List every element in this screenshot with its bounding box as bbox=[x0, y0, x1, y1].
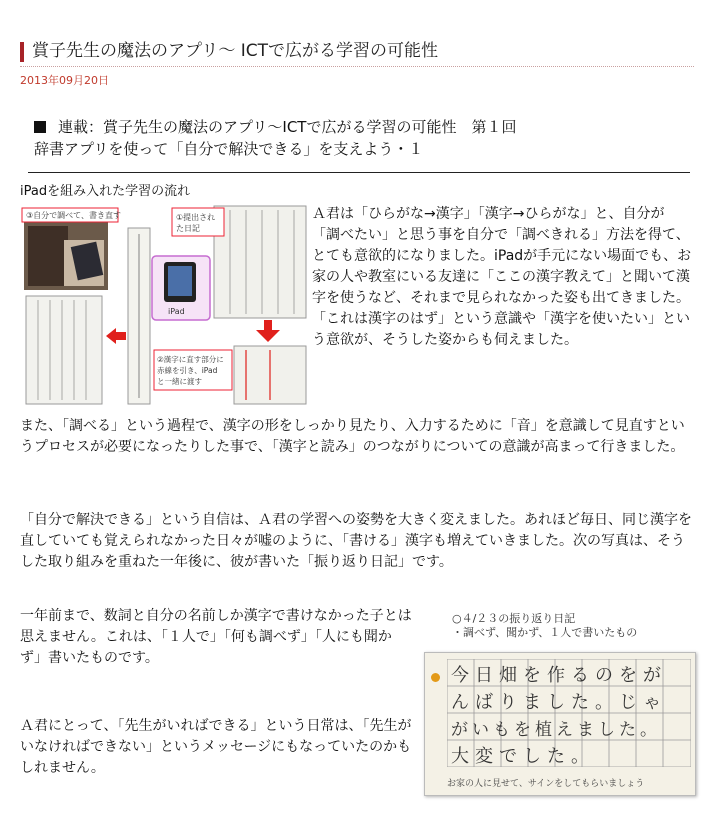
series-heading-line2: 辞書アプリを使って「自分で解決できる」を支えよう・１ bbox=[34, 140, 424, 158]
svg-text:iPad: iPad bbox=[168, 307, 185, 316]
diary-line-1: 今日畑を作るのをが bbox=[451, 665, 667, 686]
reflection-diary-photo bbox=[422, 612, 698, 798]
figure-caption: iPadを組み入れた学習の流れ bbox=[20, 184, 191, 199]
diary-line-4: 大変でした。 bbox=[451, 746, 595, 767]
post-date: 2013年09月20日 bbox=[20, 74, 109, 87]
binder-ring-icon bbox=[431, 673, 440, 682]
arrow-left-icon bbox=[106, 328, 126, 344]
paragraph-1: Ａ君は「ひらがな→漢字」「漢字→ひらがな」と、自分が「調べたい」と思う事を自分で「調べきれる」方法を得て、とても意欲的になりました。iPadが手元にない場面でも、お家の人や教室にいる友達に「ここの漢字教えて」と聞いて漢字を使うなど、それまで見られなかった姿も出てきました。「これは漢字のはず」という意識や「漢字を使いたい」という意欲が、そうした姿からも伺えました。 bbox=[312, 206, 692, 348]
lookup-label: ③自分で調べて、書き直す bbox=[26, 211, 122, 220]
title-accent-bar bbox=[20, 42, 24, 62]
diary-label: ①提出された日記 bbox=[176, 213, 216, 233]
diary-line-3: がいもを植えました。 bbox=[451, 720, 661, 740]
post-title-bar bbox=[20, 40, 694, 67]
paragraph-4: 一年前まで、数詞と自分の名前しか漢字で書けなかった子とは思えません。これは、「１人で」「何も調べず」「人にも聞かず」書いたものです。 bbox=[20, 608, 412, 666]
diary-sheet-note: お家の人に見せて、サインをしてもらいましょう bbox=[447, 779, 645, 789]
rewritten-notebook bbox=[26, 296, 102, 404]
mark-label: ②漢字に直す部分に赤線を引き、iPad と一緒に渡す bbox=[157, 355, 224, 386]
post-title[interactable]: 賞子先生の魔法のアプリ〜 ICTで広がる学習の可能性 bbox=[32, 41, 438, 61]
series-heading bbox=[34, 116, 516, 160]
submitted-diary bbox=[214, 206, 306, 318]
square-bullet-icon bbox=[34, 121, 46, 133]
learning-flow-illustration bbox=[20, 200, 310, 408]
arrow-down-icon bbox=[256, 320, 280, 342]
series-heading-line1: 連載：賞子先生の魔法のアプリ〜ICTで広がる学習の可能性 第１回 bbox=[34, 116, 516, 138]
learning-flow-figure bbox=[20, 200, 310, 408]
paragraph-2: また、「調べる」という過程で、漢字の形をしっかり見たり、入力するために「音」を意識して見直すというプロセスが必要になったりした事で、「漢字と読み」のつながりについての意識が高まって行きました。 bbox=[20, 418, 685, 455]
paragraph-5: Ａ君にとって、「先生がいればできる」という日常は、「先生がいなければできない」というメッセージにもなっていたのかもしれません。 bbox=[20, 718, 412, 776]
diary-line-2: んばりました。じゃ bbox=[451, 692, 667, 713]
series-divider bbox=[28, 172, 690, 173]
diary-caption: ○４/２３の振り返り日記 ・調べず、聞かず、１人で書いたもの bbox=[452, 612, 638, 639]
paragraph-3: 「自分で解決できる」という自信は、Ａ君の学習への姿勢を大きく変えました。あれほど毎日、同じ漢字を直していても覚えられなかった日々が嘘のように、「書ける」漢字も増えていきました。次の写真は、そうした取り組みを重ねた一年後に、彼が書いた「振り返り日記」です。 bbox=[20, 512, 692, 570]
diary-sheet bbox=[424, 652, 696, 796]
